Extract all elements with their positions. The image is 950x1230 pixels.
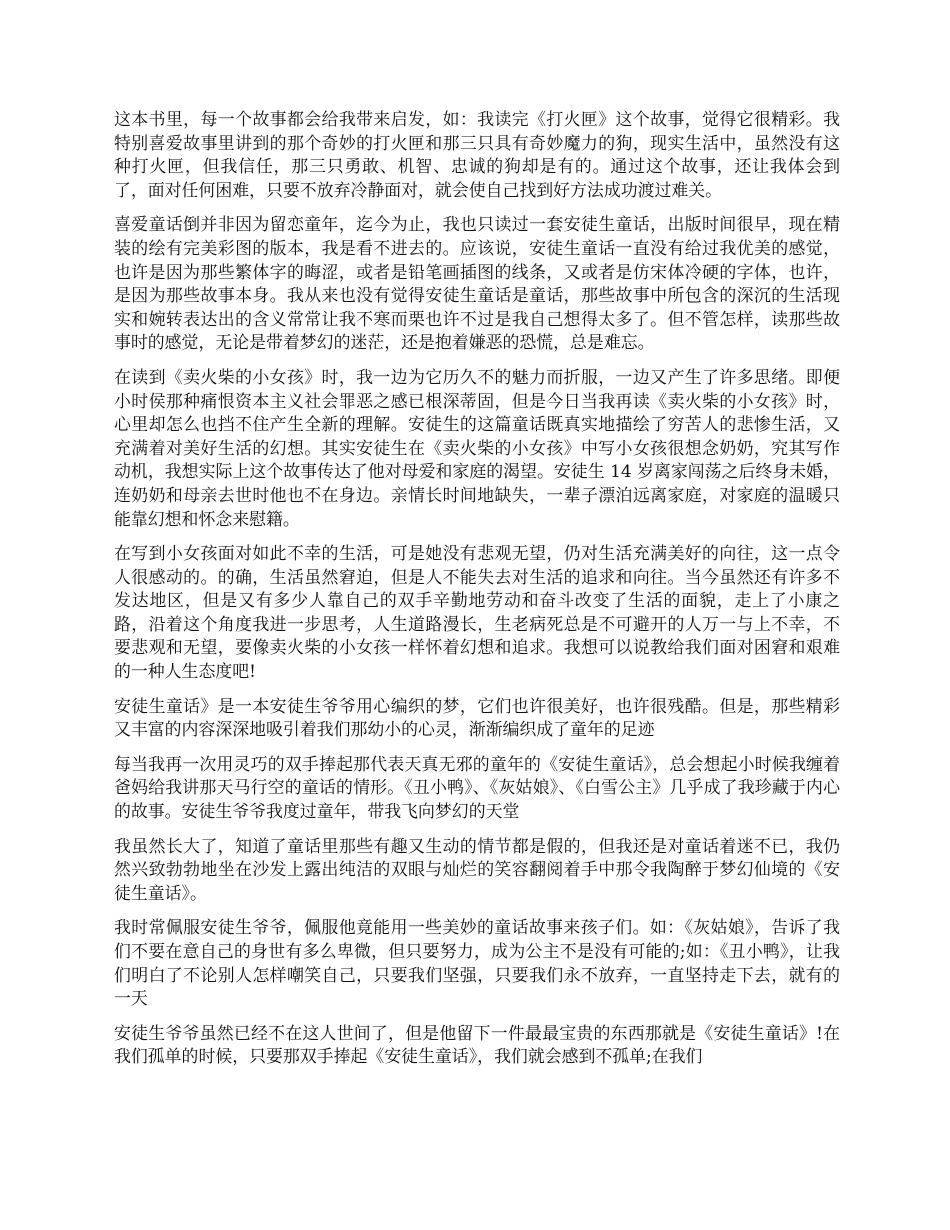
paragraph-admiration: 我时常佩服安徒生爷爷，佩服他竟能用一些美妙的童话故事来孩子们。如：《灰姑娘》，告诉了我们不要在意自己的身世有多么卑微，但只要努力，成为公主不是没有可能的;如：《丑小鸭》，让我们明白了不论别人怎样嘲笑自己，只要我们坚强，只要我们永不放弃，一直坚持走下去，就有的一天 bbox=[114, 917, 840, 1009]
paragraph-life-attitude: 在写到小女孩面对如此不幸的生活，可是她没有悲观无望，仍对生活充满美好的向往，这一点令人很感动的。的确，生活虽然窘迫，但是人不能失去对生活的追求和向往。当今虽然还有许多不发达地区，但是又有多少人靠自己的双手辛勤地劳动和奋斗改变了生活的面貌，走上了小康之路，沿着这个角度我进一步思考，人生道路漫长，生老病死总是不可避开的人万一与上不幸，不要悲观和无望，要像卖火柴的小女孩一样怀着幻想和追求。我想可以说教给我们面对困窘和艰难的一种人生态度吧! bbox=[114, 543, 840, 682]
paragraph-memories: 每当我再一次用灵巧的双手捧起那代表天真无邪的童年的《安徒生童话》，总会想起小时候我缠着爸妈给我讲那天马行空的童话的情形。《丑小鸭》、《灰姑娘》、《白雪公主》几乎成了我珍藏于内心的故事。安徒生爷爷我度过童年，带我飞向梦幻的天堂 bbox=[114, 753, 840, 822]
paragraph-match-girl: 在读到《卖火柴的小女孩》时，我一边为它历久不的魅力而折服，一边又产生了许多思绪。即便小时侯那种痛恨资本主义社会罪恶之感已根深蒂固，但是今日当我再读《卖火柴的小女孩》时，心里却怎么也挡不住产生全新的理解。安徒生的这篇童话既真实地描绘了穷苦人的悲惨生活，又充满着对美好生活的幻想。其实安徒生在《卖火柴的小女孩》中写小女孩很想念奶奶，究其写作动机，我想实际上这个故事传达了他对母爱和家庭的渴望。安徒生 14 岁离家闯荡之后终身未婚，连奶奶和母亲去世时他也不在身边。亲情长时间地缺失，一辈子漂泊远离家庭，对家庭的温暖只能靠幻想和怀念来慰籍。 bbox=[114, 366, 840, 529]
paragraph-dream: 安徒生童话》是一本安徒生爷爷用心编织的梦，它们也许很美好，也许很残酷。但是，那些精彩又丰富的内容深深地吸引着我们那幼小的心灵，渐渐编织成了童年的足迹 bbox=[114, 695, 840, 740]
paragraph-legacy: 安徒生爷爷虽然已经不在这人世间了，但是他留下一件最最宝贵的东西那就是《安徒生童话》!在我们孤单的时候，只要那双手捧起《安徒生童话》，我们就会感到不孤单;在我们 bbox=[114, 1022, 840, 1067]
document-page bbox=[114, 108, 840, 1080]
paragraph-grown-up: 我虽然长大了，知道了童话里那些有趣又生动的情节都是假的，但我还是对童话着迷不已，我仍然兴致勃勃地坐在沙发上露出纯洁的双眼与灿烂的笑容翻阅着手中那令我陶醉于梦幻仙境的《安徒生童话》。 bbox=[114, 835, 840, 903]
paragraph-childhood: 喜爱童话倒并非因为留恋童年，迄今为止，我也只读过一套安徒生童话，出版时间很早，现在精装的绘有完美彩图的版本，我是看不进去的。应该说，安徒生童话一直没有给过我优美的感觉，也许是因为那些繁体字的晦涩，或者是铅笔画插图的线条，又或者是仿宋体冷硬的字体，也许，是因为那些故事本身。我从来也没有觉得安徒生童话是童话，那些故事中所包含的深沉的生活现实和婉转表达出的含义常常让我不寒而栗也许不过是我自己想得太多了。但不管怎样，读那些故事时的感觉，无论是带着梦幻的迷茫，还是抱着嫌恶的恐慌，总是难忘。 bbox=[114, 214, 840, 353]
paragraph-tinderbox: 这本书里，每一个故事都会给我带来启发，如：我读完《打火匣》这个故事，觉得它很精彩。我特别喜爱故事里讲到的那个奇妙的打火匣和那三只具有奇妙魔力的狗，现实生活中，虽然没有这种打火匣，但我信任，那三只勇敢、机智、忠诚的狗却是有的。通过这个故事，还让我体会到了，面对任何困难，只要不放弃冷静面对，就会使自己找到好方法成功渡过难关。 bbox=[114, 109, 840, 200]
